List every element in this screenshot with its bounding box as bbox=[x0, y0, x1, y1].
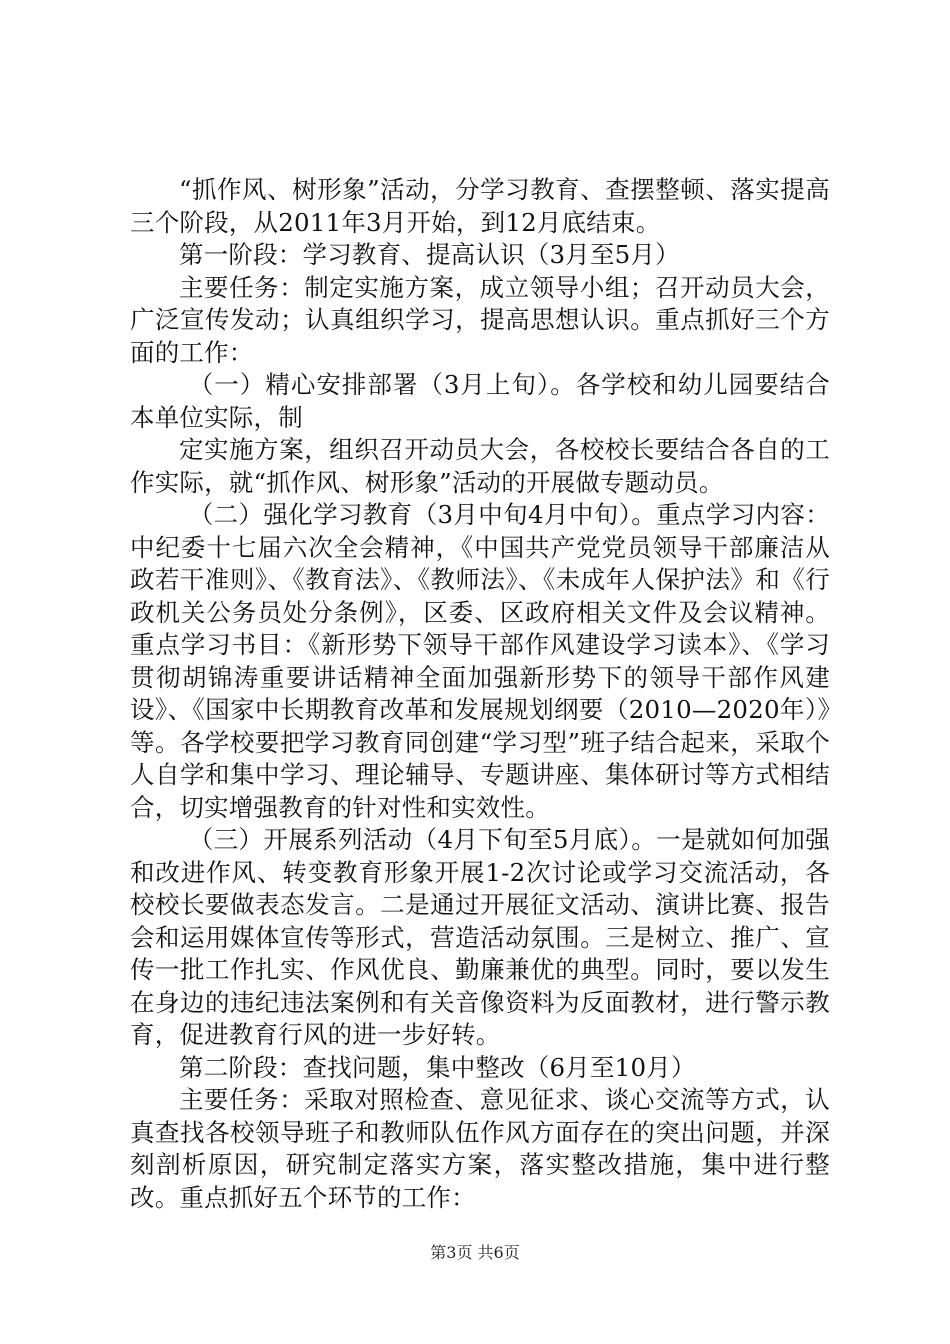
item-two: （二）强化学习教育（3月中旬4月中旬）。重点学习内容：中纪委十七届六次全会精神，《中国共产党党员领导干部廉洁从政若干准则》、《教育法》、《教师法》、《未成年人保护法》和《行政机关公务员处分条例》，区委、区政府相关文件及会议精神。重点学习书目：《新形势下领导干部作风建设学习读本》、《学习贯彻胡锦涛重要讲话精神全面加强新形势下的领导干部作风建设》、《国家中长期教育改革和发展规划纲要（2010—2020年）》等。各学校要把学习教育同创建“学习型”班子结合起来，采取个人自学和集中学习、理论辅导、专题讲座、集体研讨等方式相结合，切实增强教育的针对性和实效性。 bbox=[130, 500, 830, 822]
stage-one-tasks: 主要任务：制定实施方案，成立领导小组；召开动员大会，广泛宣传发动；认真组织学习，提高思想认识。重点抓好三个方面的工作： bbox=[130, 272, 830, 367]
paragraph-intro: “抓作风、树形象”活动，分学习教育、查摆整顿、落实提高三个阶段，从2011年3月开始，到12月底结束。 bbox=[130, 175, 830, 237]
item-three: （三）开展系列活动（4月下旬至5月底）。一是就如何加强和改进作风、转变教育形象开展1-2次讨论或学习交流活动，各校校长要做表态发言。二是通过开展征文活动、演讲比赛、报告会和运用媒体宣传等形式，营造活动氛围。三是树立、推广、宣传一批工作扎实、作风优良、勤廉兼优的典型。同时，要以发生在身边的违纪违法案例和有关音像资料为反面教材，进行警示教育，促进教育行风的进一步好转。 bbox=[130, 825, 830, 1049]
stage-two-heading: 第二阶段：查找问题，集中整改（6月至10月） bbox=[179, 1052, 696, 1082]
stage-two-tasks: 主要任务：采取对照检查、意见征求、谈心交流等方式，认真查找各校领导班子和教师队伍作风方面存在的突出问题，并深刻剖析原因，研究制定落实方案，落实整改措施，集中进行整改。重点抓好五个环节的工作： bbox=[130, 1085, 830, 1212]
item-one: （一）精心安排部署（3月上旬）。各学校和幼儿园要结合本单位实际，制 bbox=[130, 370, 830, 432]
document-body bbox=[130, 174, 830, 1214]
stage-one-heading: 第一阶段：学习教育、提高认识（3月至5月） bbox=[179, 240, 680, 269]
item-one-continued: 定实施方案，组织召开动员大会，各校校长要结合各自的工作实际，就“抓作风、树形象”活动的开展做专题动员。 bbox=[130, 435, 830, 497]
page-number-footer: 第3页 共6页 bbox=[430, 1243, 520, 1262]
